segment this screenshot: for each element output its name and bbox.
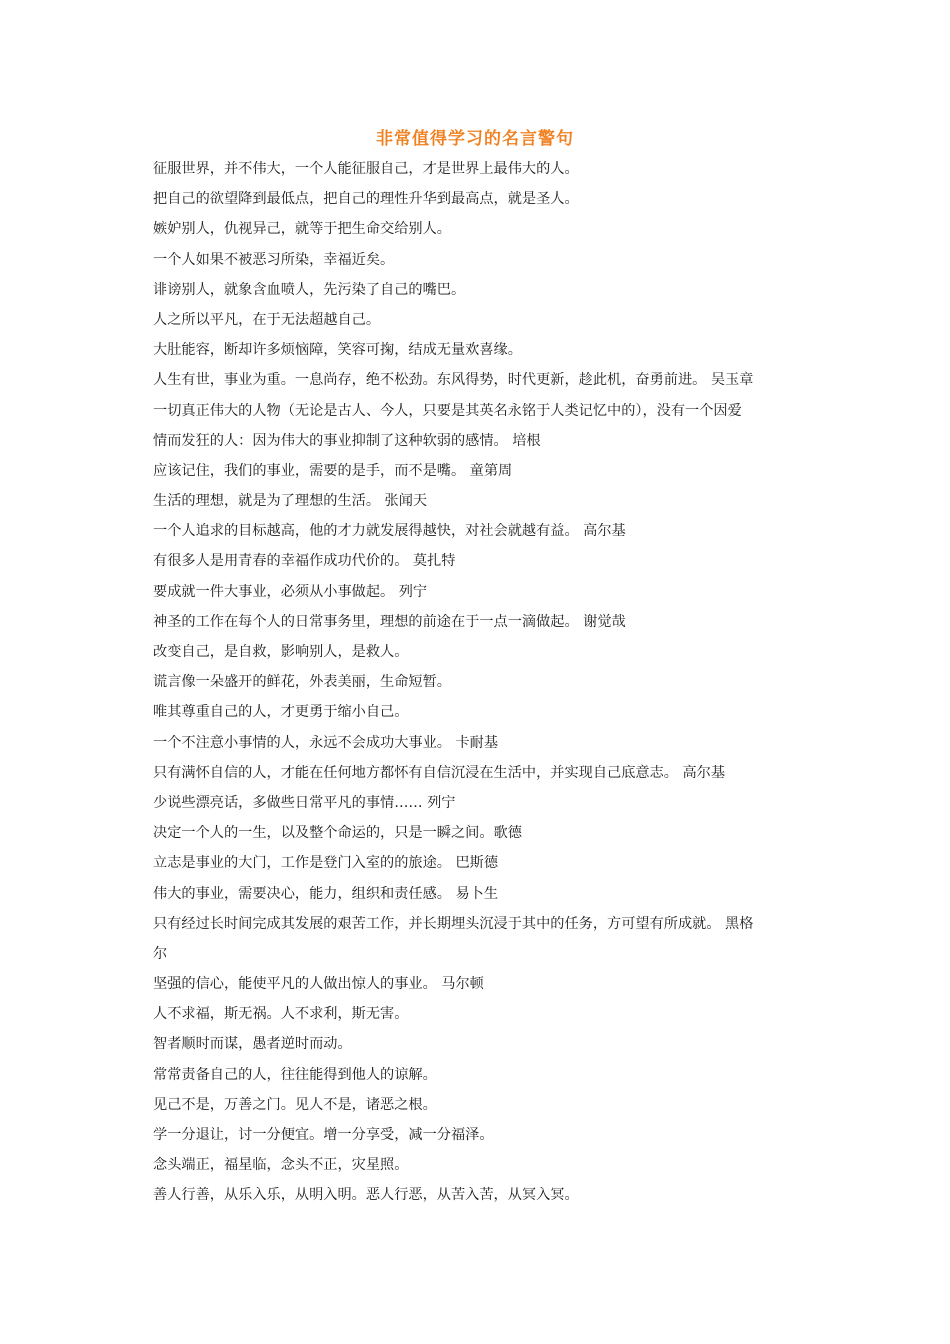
quote-line: 有很多人是用青春的幸福作成功代价的。 莫扎特: [153, 553, 456, 570]
quote-line: 谎言像一朵盛开的鲜花，外表美丽，生命短暂。: [153, 674, 451, 691]
quote-line: 坚强的信心，能使平凡的人做出惊人的事业。 马尔顿: [153, 976, 484, 993]
quote-line: 人生有世，事业为重。一息尚存，绝不松劲。东风得势，时代更新，趁此机，奋勇前进。 吴玉章: [153, 372, 754, 389]
quote-list: [153, 154, 803, 1211]
quote-line: 一个人如果不被恶习所染，幸福近矣。: [153, 251, 395, 268]
quote-line: 常常责备自己的人，往往能得到他人的谅解。: [153, 1066, 437, 1083]
quote-line: 神圣的工作在每个人的日常事务里，理想的前途在于一点一滴做起。 谢觉哉: [153, 613, 626, 630]
quote-line: 人不求福，斯无祸。人不求利，斯无害。: [153, 1006, 409, 1023]
quote-line: 把自己的欲望降到最低点，把自己的理性升华到最高点，就是圣人。: [153, 191, 579, 208]
quote-line: 伟大的事业，需要决心，能力，组织和责任感。 易卜生: [153, 885, 499, 902]
quote-line: 嫉妒别人，仇视异己，就等于把生命交给别人。: [153, 221, 451, 238]
quote-line: 情而发狂的人：因为伟大的事业抑制了这种软弱的感情。 培根: [153, 432, 541, 449]
quote-line: 生活的理想，就是为了理想的生活。 张闻天: [153, 493, 428, 510]
quote-line: 人之所以平凡，在于无法超越自己。: [153, 311, 381, 328]
quote-line: 念头端正，福星临，念头不正，灾星照。: [153, 1157, 409, 1174]
quote-line: 只有满怀自信的人，才能在任何地方都怀有自信沉浸在生活中，并实现自己底意志。 高尔基: [153, 764, 726, 781]
quote-line: 诽谤别人，就象含血喷人，先污染了自己的嘴巴。: [153, 281, 466, 298]
quote-line: 大肚能容，断却许多烦恼障，笑容可掬，结成无量欢喜缘。: [153, 342, 522, 359]
quote-line: 改变自己，是自救，影响别人，是救人。: [153, 644, 409, 660]
quote-line: 征服世界，并不伟大，一个人能征服自己，才是世界上最伟大的人。: [153, 161, 579, 177]
quote-line: 善人行善，从乐入乐，从明入明。恶人行恶，从苦入苦，从冥入冥。: [153, 1187, 579, 1204]
quote-line: 见己不是，万善之门。见人不是，诸恶之根。: [153, 1096, 437, 1113]
quote-line: 只有经过长时间完成其发展的艰苦工作，并长期埋头沉浸于其中的任务，方可望有所成就。 黑格: [153, 915, 754, 932]
quote-line: 智者顺时而谋，愚者逆时而动。: [153, 1036, 352, 1053]
quote-line: 一个人追求的目标越高，他的才力就发展得越快，对社会就越有益。 高尔基: [153, 523, 626, 540]
quote-line: 学一分退让，讨一分便宜。增一分享受，减一分福泽。: [153, 1127, 494, 1143]
quote-line: 立志是事业的大门，工作是登门入室的的旅途。 巴斯德: [153, 855, 499, 872]
quote-line: 一个不注意小事情的人，永远不会成功大事业。 卡耐基: [153, 734, 499, 751]
quote-line: 要成就一件大事业，必须从小事做起。 列宁: [153, 583, 428, 600]
quote-line: 应该记住，我们的事业，需要的是手，而不是嘴。 童第周: [153, 462, 513, 479]
page-title: 非常值得学习的名言警句: [376, 129, 574, 149]
quote-line: 少说些漂亮话，多做些日常平凡的事情…… 列宁: [153, 794, 456, 811]
quote-line: 决定一个人的一生，以及整个命运的，只是一瞬之间。歌德: [153, 825, 522, 842]
quote-line: 唯其尊重自己的人，才更勇于缩小自己。: [153, 704, 409, 721]
quote-line: 尔: [153, 945, 168, 962]
quote-line: 一切真正伟大的人物（无论是古人、今人，只要是其英名永铭于人类记忆中的），没有一个因爱: [153, 402, 742, 419]
